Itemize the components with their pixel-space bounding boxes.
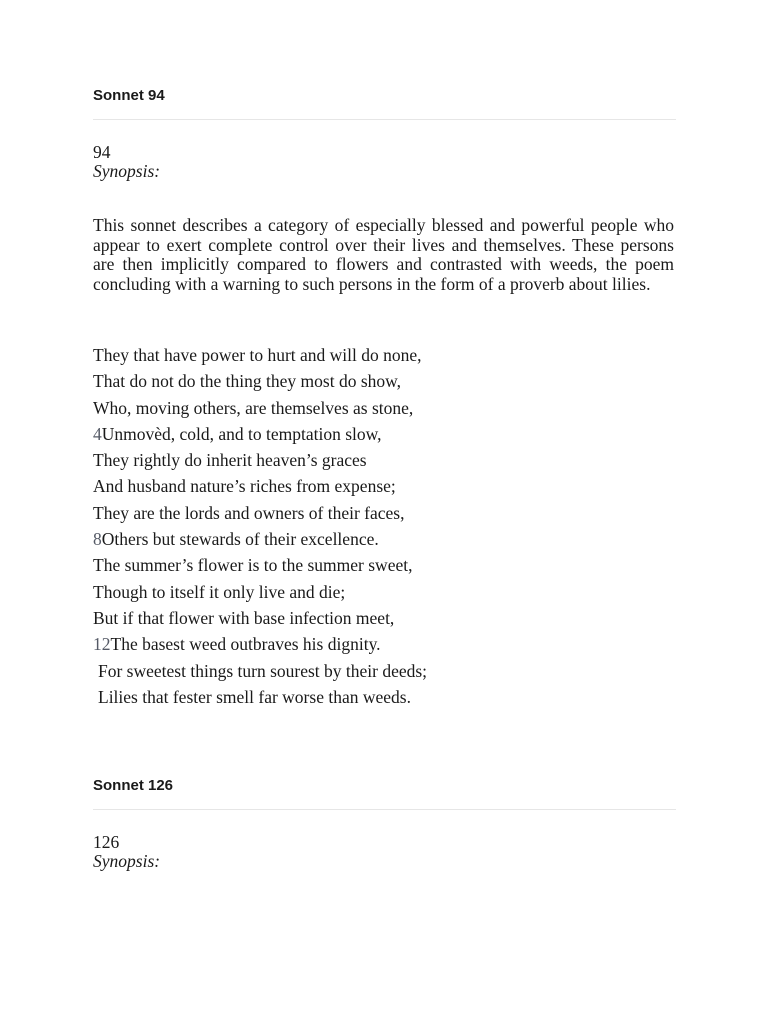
line-text: But if that flower with base infection meet, [93, 607, 395, 628]
poem-line [93, 368, 675, 394]
poem-line [93, 395, 675, 421]
section-divider [93, 119, 676, 120]
line-text: That do not do the thing they most do show, [93, 371, 402, 392]
poem-line [93, 421, 675, 447]
poem-line [93, 526, 675, 552]
poem-line-couplet [93, 684, 675, 710]
line-text: They rightly do inherit heaven’s graces [93, 450, 367, 471]
poem-line [93, 631, 675, 657]
line-text: Lilies that fester smell far worse than weeds. [98, 686, 411, 707]
section-heading-sonnet-126: Sonnet 126 [93, 777, 174, 794]
line-text: They are the lords and owners of their faces, [93, 502, 405, 523]
line-text: The summer’s flower is to the summer sweet, [93, 555, 413, 576]
line-text: Though to itself it only live and die; [93, 581, 346, 602]
line-text: They that have power to hurt and will do none, [93, 345, 422, 365]
line-text: Who, moving others, are themselves as stone, [93, 397, 414, 418]
poem-line [93, 342, 675, 368]
poem-line [93, 605, 675, 631]
section-divider [93, 809, 676, 810]
poem-line [93, 500, 675, 526]
poem-line [93, 447, 675, 473]
poem-line-couplet [93, 658, 675, 684]
line-text: The basest weed outbraves his dignity. [110, 634, 381, 655]
line-text: Others but stewards of their excellence. [101, 529, 379, 550]
poem-line [93, 552, 675, 578]
poem-text [93, 342, 675, 710]
synopsis-label: Synopsis: [93, 851, 161, 871]
sonnet-number: 126 [93, 832, 120, 852]
line-number: 8 [93, 529, 102, 550]
line-text: Unmovèd, cold, and to temptation slow, [101, 423, 382, 444]
poem-line [93, 473, 675, 499]
line-number: 4 [93, 423, 102, 444]
line-text: For sweetest things turn sourest by their deeds; [98, 660, 428, 681]
line-number: 12 [93, 634, 111, 655]
synopsis-text: This sonnet describes a category of especially blessed and powerful people who appear to exert complete control over their lives and themselves. These persons are then implicitly compared to flowers and contrasted with weeds, the poem concluding with a warning to such persons in the form of a proverb about lilies. [93, 215, 674, 294]
sonnet-number: 94 [93, 142, 111, 162]
synopsis-label: Synopsis: [93, 161, 161, 181]
section-heading-sonnet-94: Sonnet 94 [93, 87, 165, 104]
poem-line [93, 579, 675, 605]
line-text: And husband nature’s riches from expense; [93, 476, 396, 497]
